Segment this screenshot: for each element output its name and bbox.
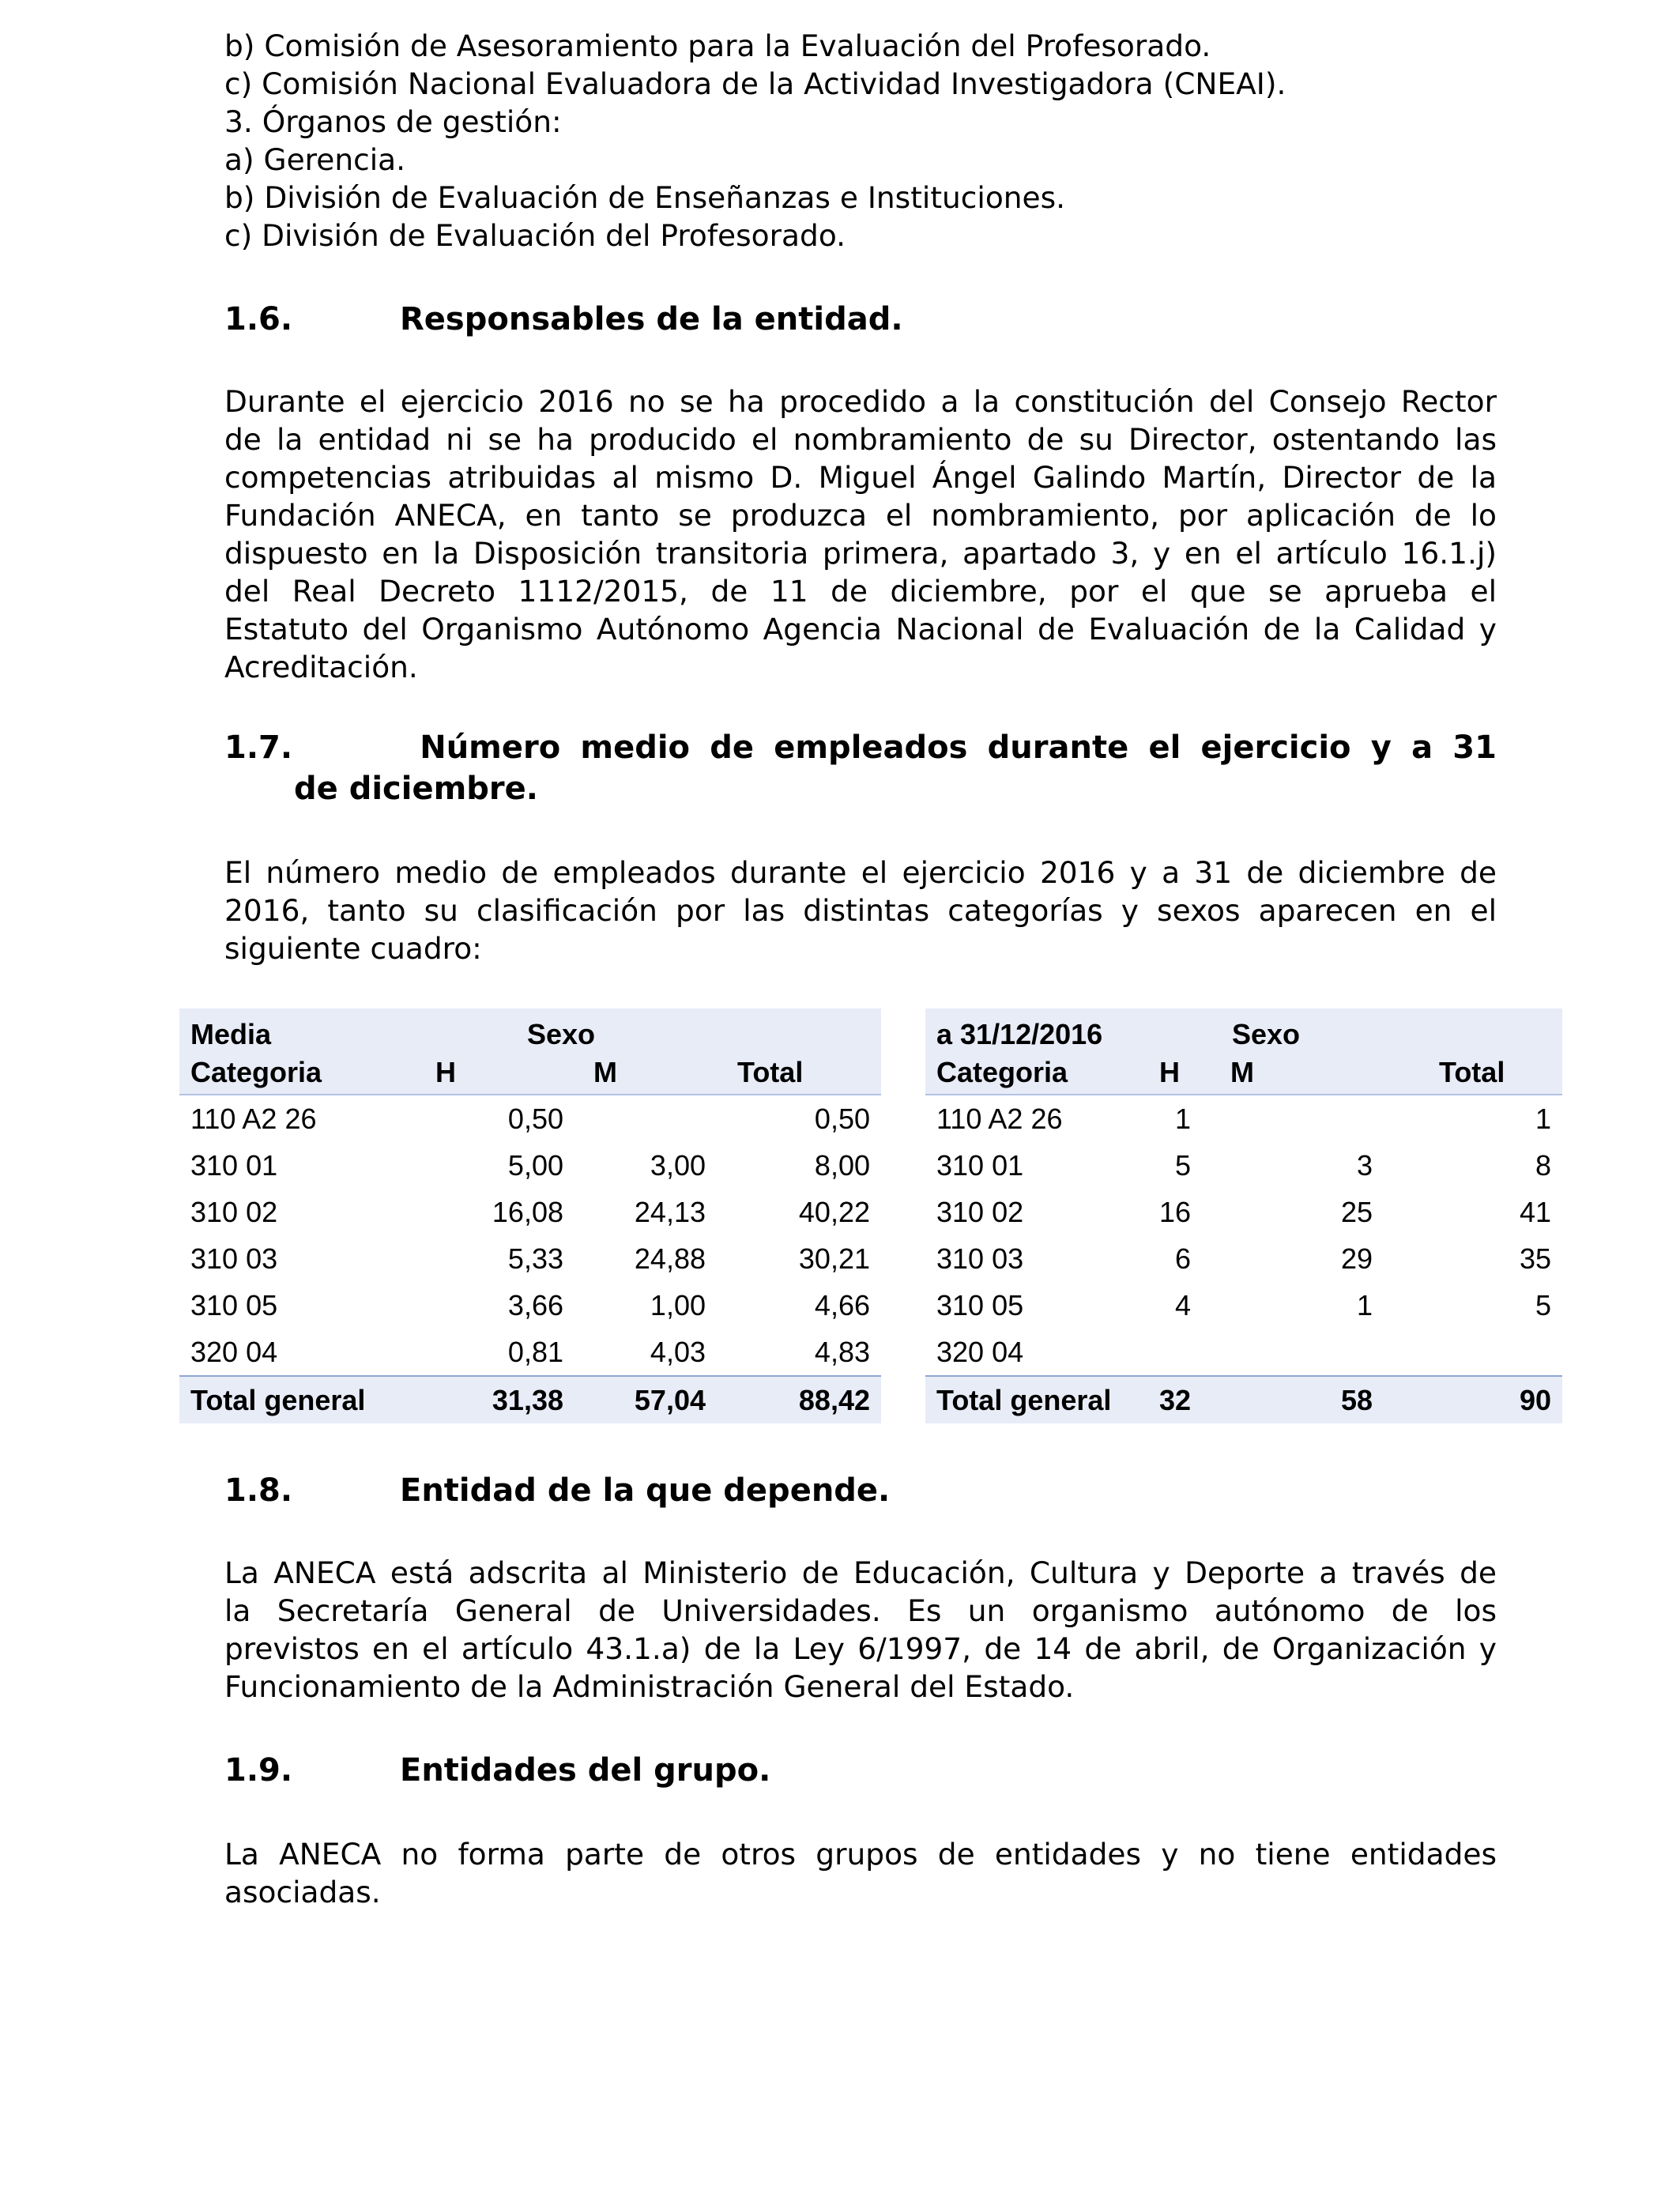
paragraph-empleados [224, 854, 1497, 967]
table-cell: 35 [1519, 1242, 1551, 1275]
list-line: b) Comisión de Asesoramiento para la Evaluación del Profesorado. [224, 28, 1211, 63]
table-total-row [925, 1376, 1562, 1423]
table-cell: 1,00 [650, 1288, 706, 1321]
paragraph-grupo [224, 1835, 1497, 1911]
paragraph-line: Acreditación. [224, 650, 418, 684]
table-cell: 310 02 [190, 1195, 278, 1228]
table-cell: 31,38 [416, 1376, 574, 1423]
table-cell: 0,81 [507, 1335, 563, 1368]
paragraph-line: La ANECA no forma parte de otros grupos de entidades y no tiene entidades [224, 1837, 1497, 1872]
section-heading-1-7 [224, 727, 1497, 809]
table-cell: 5,00 [507, 1148, 563, 1182]
table-row [925, 1235, 1562, 1282]
table-header-row [179, 1051, 881, 1095]
table-cell: 4,66 [814, 1288, 870, 1321]
section-title-line: de diciembre. [294, 771, 538, 807]
table-cell: 8,00 [814, 1148, 870, 1182]
table-cell: 41 [1519, 1195, 1551, 1228]
list-line: c) Comisión Nacional Evaluadora de la Actividad Investigadora (CNEAI). [224, 66, 1286, 101]
table-header-cell: Media [179, 1008, 416, 1051]
table-header-cell: H [1137, 1051, 1202, 1095]
table-cell: 32 [1137, 1376, 1202, 1423]
table-cell: 1 [1356, 1288, 1373, 1321]
table-cell: 110 A2 26 [936, 1102, 1063, 1135]
table-header-cell: a 31/12/2016 [925, 1008, 1137, 1051]
table-cell: 8 [1535, 1148, 1551, 1182]
table-cell: 310 01 [190, 1148, 278, 1182]
paragraph-line: Durante el ejercicio 2016 no se ha procedido a la constitución del Consejo Rector [224, 384, 1497, 419]
table-header-cell: Total [717, 1051, 881, 1095]
table-cell: 3,00 [650, 1148, 706, 1182]
table-cell: 16,08 [492, 1195, 563, 1228]
table-cell: 1 [1535, 1102, 1551, 1135]
paragraph-line: Fundación ANECA, en tanto se produzca el nombramiento, por aplicación de lo [224, 498, 1497, 533]
table-cell [1384, 1329, 1562, 1376]
table-header-cell: M [1202, 1051, 1384, 1095]
table-cell: 1 [1174, 1102, 1191, 1135]
table-header-cell: Categoria [925, 1051, 1137, 1095]
table-cell: 3,66 [507, 1288, 563, 1321]
table-cell: 310 01 [936, 1148, 1024, 1182]
table-cell [1137, 1329, 1202, 1376]
table-row [179, 1095, 881, 1142]
table-cell: 310 05 [936, 1288, 1024, 1321]
table-media-empleados [179, 1008, 881, 1423]
table-cell: 4,03 [650, 1335, 706, 1368]
table-header-cell: Categoria [179, 1051, 416, 1095]
paragraph-line: de la entidad ni se ha producido el nombramiento de su Director, ostentando las [224, 422, 1497, 457]
table-cell: 3 [1356, 1148, 1373, 1182]
table-header-cell: M [574, 1051, 717, 1095]
table-cell: 0,50 [814, 1102, 870, 1135]
table-cell: 4,83 [814, 1335, 870, 1368]
table-cell: 57,04 [574, 1376, 717, 1423]
table-cell: 5,33 [507, 1242, 563, 1275]
table-cell: 5 [1535, 1288, 1551, 1321]
table-row [179, 1235, 881, 1282]
table-total-row [179, 1376, 881, 1423]
paragraph-line: competencias atribuidas al mismo D. Miguel Ángel Galindo Martín, Director de la [224, 460, 1497, 495]
section-number: 1.8. [224, 1472, 293, 1509]
table-row [925, 1142, 1562, 1189]
paragraph-line: del Real Decreto 1112/2015, de 11 de diciembre, por el que se aprueba el [224, 574, 1497, 609]
table-row [925, 1095, 1562, 1142]
table-cell: 29 [1340, 1242, 1373, 1275]
section-heading-1-9 [224, 1750, 770, 1791]
section-heading-1-6 [224, 299, 903, 340]
table-cell: 16 [1158, 1195, 1191, 1228]
table-cell: 4 [1174, 1288, 1191, 1321]
table-cell: 30,21 [798, 1242, 870, 1275]
table-cell [1202, 1329, 1384, 1376]
table-row [925, 1189, 1562, 1235]
table-cell: 40,22 [798, 1195, 870, 1228]
table-cell: 310 05 [190, 1288, 278, 1321]
table-cell: 5 [1174, 1148, 1191, 1182]
table-cell: 25 [1340, 1195, 1373, 1228]
table-cell: Total general [179, 1376, 416, 1423]
section-number: 1.9. [224, 1752, 293, 1789]
table-cell [574, 1095, 717, 1142]
table-cell: Total general [925, 1376, 1137, 1423]
table-cell: 6 [1174, 1242, 1191, 1275]
paragraph-line: 2016, tanto su clasificación por las distintas categorías y sexos aparecen en el [224, 893, 1497, 928]
section-title: Entidad de la que depende. [400, 1472, 891, 1509]
table-row [179, 1189, 881, 1235]
table-cell: 88,42 [717, 1376, 881, 1423]
table-cell [1202, 1095, 1384, 1142]
section-title-line: 1.7. Número medio de empleados durante el ejercicio y a 31 [224, 727, 1497, 768]
table-cell: 310 03 [936, 1242, 1024, 1275]
list-line: 3. Órganos de gestión: [224, 104, 562, 139]
table-cell: 310 02 [936, 1195, 1024, 1228]
table-cell: 310 03 [190, 1242, 278, 1275]
paragraph-line: Estatuto del Organismo Autónomo Agencia Nacional de Evaluación de la Calidad y [224, 612, 1497, 647]
table-header-row [179, 1008, 881, 1051]
list-line: c) División de Evaluación del Profesorado. [224, 218, 846, 253]
table-empleados-31-dic [925, 1008, 1562, 1423]
table-cell: 90 [1384, 1376, 1562, 1423]
table-header-cell: Sexo [1137, 1008, 1562, 1051]
table-row [925, 1282, 1562, 1329]
table-row [179, 1329, 881, 1376]
section-number: 1.6. [224, 301, 293, 337]
table-cell: 110 A2 26 [190, 1102, 317, 1135]
table-row [925, 1329, 1562, 1376]
table-cell: 58 [1202, 1376, 1384, 1423]
paragraph-line: dispuesto en la Disposición transitoria primera, apartado 3, y en el artículo 16.1.j) [224, 536, 1497, 571]
table-row [179, 1282, 881, 1329]
list-line: a) Gerencia. [224, 142, 406, 177]
list-line: b) División de Evaluación de Enseñanzas e Instituciones. [224, 180, 1066, 215]
table-header-row [925, 1051, 1562, 1095]
paragraph-line: asociadas. [224, 1875, 381, 1909]
paragraph-entidad [224, 1554, 1497, 1706]
paragraph-line: siguiente cuadro: [224, 931, 482, 966]
table-header-row [925, 1008, 1562, 1051]
table-cell: 24,88 [634, 1242, 706, 1275]
table-row [179, 1142, 881, 1189]
table-cell: 320 04 [190, 1335, 278, 1368]
section-number: 1.7. [224, 729, 293, 766]
paragraph-line: la Secretaría General de Universidades. Es un organismo autónomo de los [224, 1593, 1497, 1628]
table-cell: 24,13 [634, 1195, 706, 1228]
section-heading-1-8 [224, 1470, 890, 1511]
section-title: Entidades del grupo. [400, 1752, 771, 1789]
table-header-cell: H [416, 1051, 574, 1095]
table-header-cell: Total [1384, 1051, 1562, 1095]
table-cell: 320 04 [936, 1335, 1024, 1368]
table-cell: 0,50 [507, 1102, 563, 1135]
paragraph-line: La ANECA está adscrita al Ministerio de Educación, Cultura y Deporte a través de [224, 1555, 1497, 1590]
table-header-cell: Sexo [416, 1008, 881, 1051]
paragraph-line: Funcionamiento de la Administración General del Estado. [224, 1669, 1075, 1704]
paragraph-responsables [224, 383, 1497, 686]
paragraph-line: El número medio de empleados durante el ejercicio 2016 y a 31 de diciembre de [224, 855, 1497, 890]
paragraph-line: previstos en el artículo 43.1.a) de la Ley 6/1997, de 14 de abril, de Organización y [224, 1631, 1497, 1666]
section-title: Responsables de la entidad. [400, 301, 903, 337]
